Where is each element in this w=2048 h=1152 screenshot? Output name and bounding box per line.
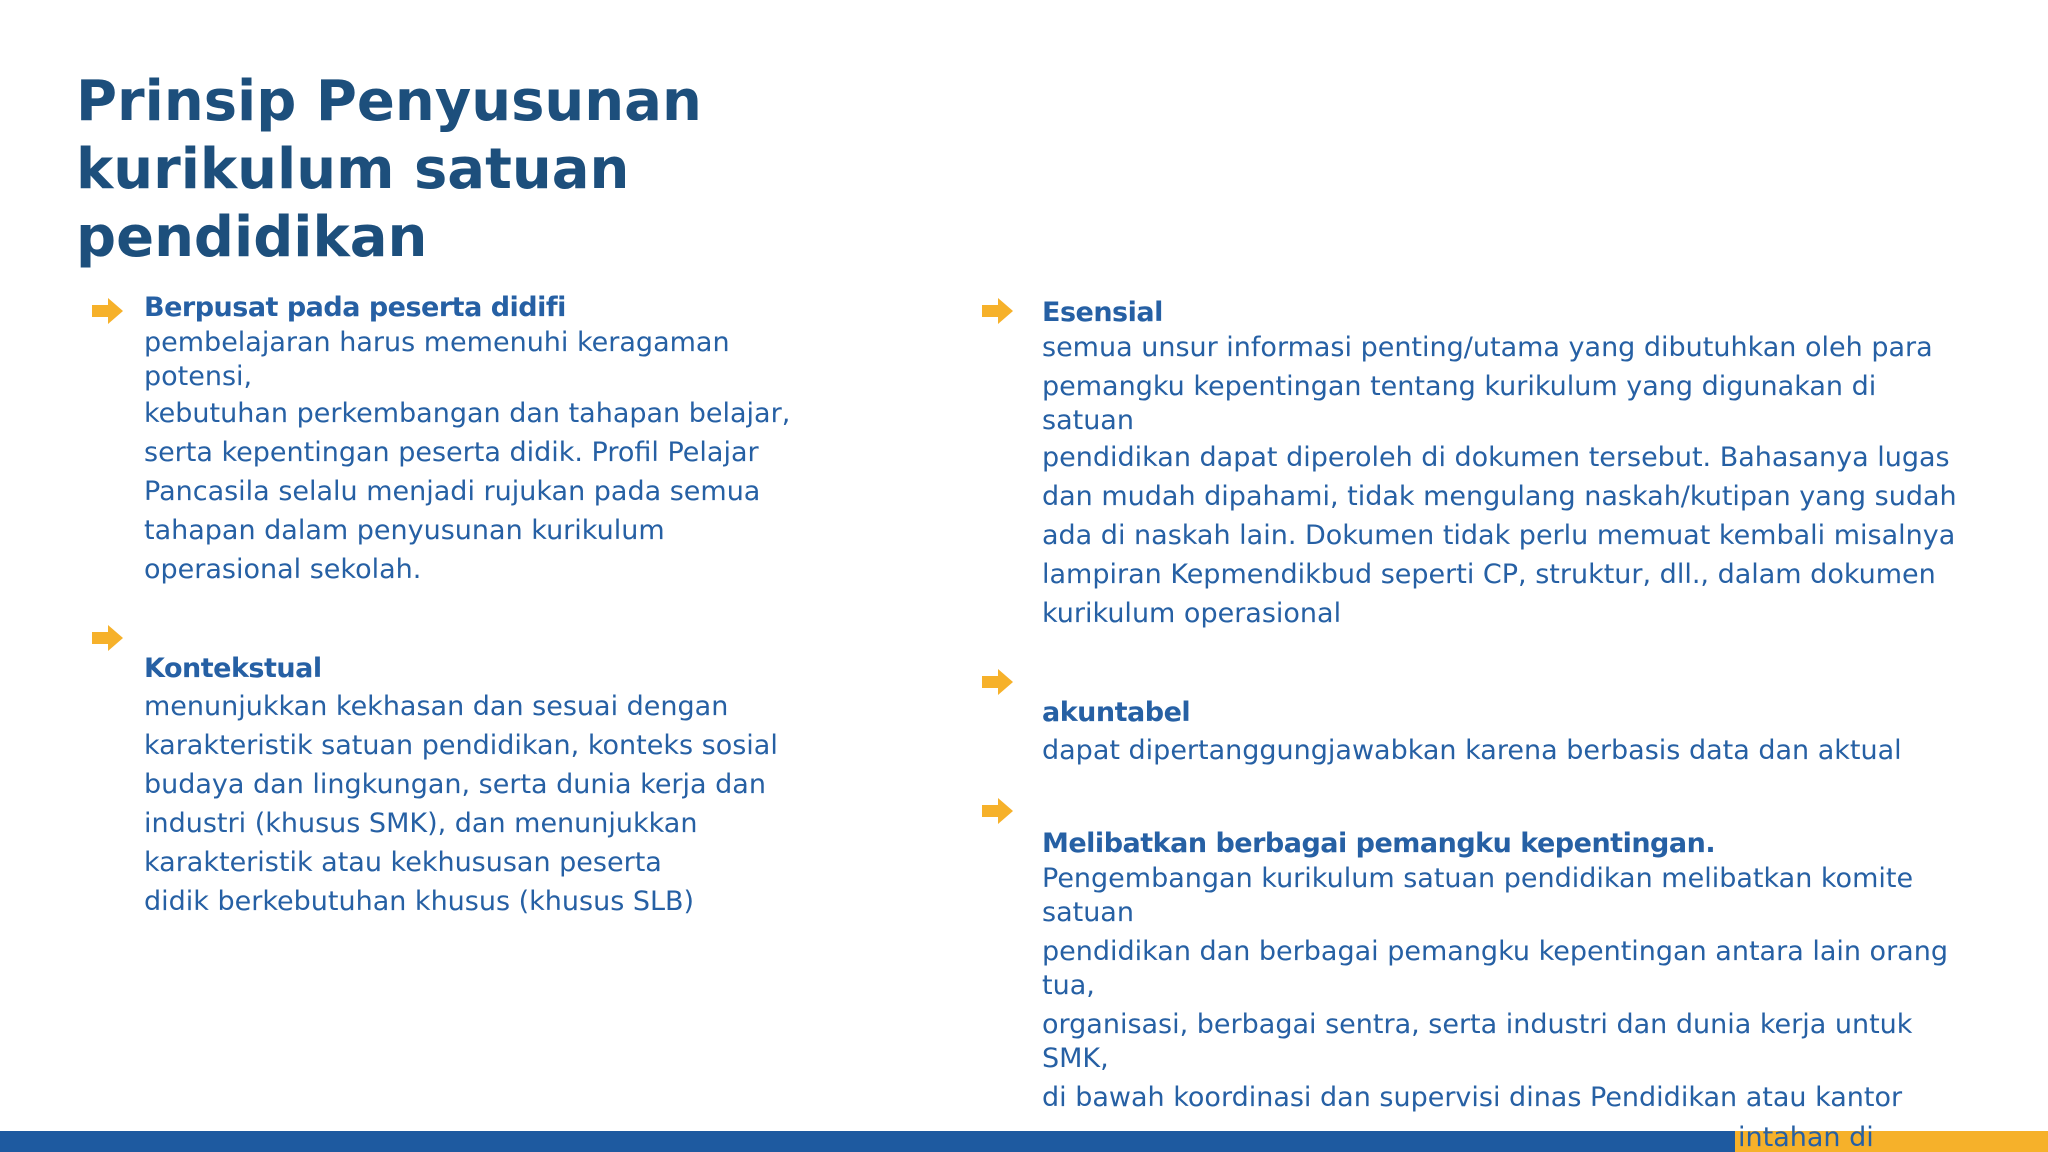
arrow-right-icon — [92, 297, 124, 325]
principle-kontekstual — [144, 651, 804, 921]
principle-melibatkan — [1042, 826, 2002, 1117]
principle-text-line: kebutuhan perkembangan dan tahapan belajar, — [144, 398, 791, 429]
principle-text-line: di bawah koordinasi dan supervisi dinas Pendidikan atau kantor — [1042, 1082, 1903, 1113]
principle-text-line: ada di naskah lain. Dokumen tidak perlu memuat kembali misalnya — [1042, 520, 1956, 551]
arrow-right-icon — [982, 297, 1014, 325]
principle-text-line: budaya dan lingkungan, serta dunia kerja dan — [144, 769, 766, 800]
principle-text-line: lampiran Kepmendikbud seperti CP, struktur, dll., dalam dokumen — [1042, 559, 1936, 590]
principle-heading: akuntabel — [1042, 697, 1191, 728]
principle-text-line: didik berkebutuhan khusus (khusus SLB) — [144, 886, 695, 917]
principle-text-line: pembelajaran harus memenuhi keragaman — [144, 327, 730, 358]
arrow-right-icon — [92, 624, 124, 652]
principle-text-line: karakteristik satuan pendidikan, konteks sosial — [144, 730, 778, 761]
page-title: Prinsip Penyusunan kurikulum satuan pendidikan — [76, 69, 702, 270]
principle-text-line: dan mudah dipahami, tidak mengulang naskah/kutipan yang sudah — [1042, 481, 1957, 512]
arrow-right-icon — [982, 797, 1014, 825]
arrow-right-icon — [982, 668, 1014, 696]
principle-text-line: pemangku kepentingan tentang kurikulum yang digunakan di — [1042, 371, 1877, 402]
principle-text-line: satuan — [1042, 405, 1134, 436]
principle-text-line: organisasi, berbagai sentra, serta industri dan dunia kerja untuk — [1042, 1009, 1913, 1040]
principle-heading: Berpusat pada peserta didifi — [144, 292, 566, 323]
principle-text-line: Pengembangan kurikulum satuan pendidikan melibatkan komite — [1042, 863, 1914, 894]
principle-text-line: pendidikan dan berbagai pemangku kepentingan antara lain orang — [1042, 936, 1948, 967]
principle-berpusat — [144, 290, 804, 589]
principle-text-line: Pancasila selalu menjadi rujukan pada semua — [144, 476, 761, 507]
principle-text-line: SMK, — [1042, 1043, 1109, 1074]
principle-text-line: operasional sekolah. — [144, 554, 422, 585]
principle-text-line: tua, — [1042, 970, 1095, 1001]
principle-text-line: kurikulum operasional — [1042, 598, 1342, 629]
principle-text-line: tahapan dalam penyusunan kurikulum — [144, 515, 665, 546]
principle-text-line: potensi, — [144, 361, 253, 392]
principle-heading: Melibatkan berbagai pemangku kepentingan. — [1042, 828, 1716, 859]
principle-akuntabel — [1042, 695, 2002, 770]
principle-heading: Kontekstual — [144, 653, 322, 684]
principle-text-line: industri (khusus SMK), dan menunjukkan — [144, 808, 698, 839]
principle-text-line: pendidikan dapat diperoleh di dokumen tersebut. Bahasanya lugas — [1042, 442, 1950, 473]
footer-overflow-text: intahan di — [1738, 1122, 1874, 1152]
principle-text-line: satuan — [1042, 897, 1134, 928]
principle-text-line: karakteristik atau kekhususan peserta — [144, 847, 662, 878]
principle-heading: Esensial — [1042, 297, 1163, 328]
principle-text-line: serta kepentingan peserta didik. Profil Pelajar — [144, 437, 759, 468]
principle-text-line: semua unsur informasi penting/utama yang dibutuhkan oleh para — [1042, 332, 1933, 363]
principle-text-line: dapat dipertanggungjawabkan karena berbasis data dan aktual — [1042, 735, 1902, 766]
principle-esensial — [1042, 295, 2002, 633]
principle-text-line: menunjukkan kekhasan dan sesuai dengan — [144, 691, 729, 722]
